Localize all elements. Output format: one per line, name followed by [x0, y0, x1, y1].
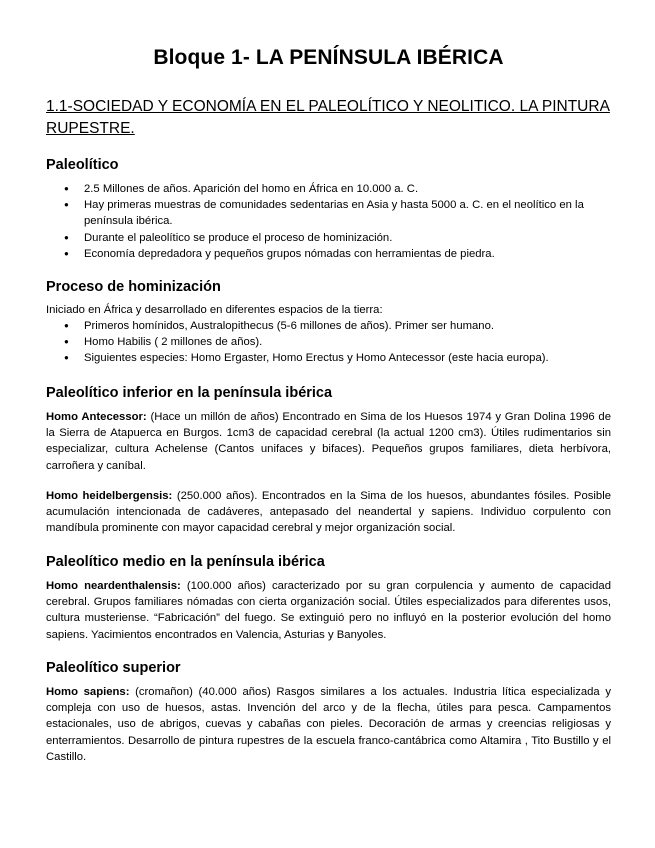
term-homo-heidelbergensis: Homo heidelbergensis: [46, 490, 173, 502]
heading-paleolitico-medio: Paleolítico medio en la península ibérica [46, 554, 325, 570]
term-homo-neardenthalensis: Homo neardenthalensis: [46, 580, 181, 592]
list-item: ● Economía depredadora y pequeños grupos nómadas con herramientas de piedra. [46, 246, 611, 262]
hominizacion-list [46, 318, 611, 367]
paragraph-homo-sapiens [46, 684, 611, 765]
paleolitico-list [46, 181, 611, 262]
text-homo-antecessor: (Hace un millón de años) Encontrado en Sima de los Huesos 1974 y Gran Dolina 1996 de la Sierra de Atapuerca en Burgos. 1cm3 de capacidad cerebral (la actual 1200 cm3). Útiles rudimentarios sin especializar, cultura Achelense (Cantos unifaces y bifaces). Pequeños grupos familiares, dieta herbívora, carroñera y caníbal. [46, 411, 611, 472]
heading-paleolitico-superior: Paleolítico superior [46, 660, 181, 676]
section-heading: 1.1-SOCIEDAD Y ECONOMÍA EN EL PALEOLÍTICO Y NEOLITICO. LA PINTURA RUPESTRE. [46, 98, 610, 137]
hominizacion-intro: Iniciado en África y desarrollado en diferentes espacios de la tierra: [46, 304, 383, 316]
document-title: Bloque 1- LA PENÍNSULA IBÉRICA [153, 46, 504, 69]
text-homo-heidelbergensis: (250.000 años). Encontrados en la Sima de los huesos, abundantes fósiles. Posible acumulación intencionada de cadáveres, antepasado del neandertal y sapiens. Individuo corpulento con mandíbula prominente con mayor capacidad cerebral y mejor organización social. [46, 490, 611, 535]
heading-paleolitico-inferior: Paleolítico inferior en la península ibérica [46, 385, 333, 401]
list-item: ● Siguientes especies: Homo Ergaster, Homo Erectus y Homo Antecessor (este hacia europa). [46, 350, 611, 366]
heading-hominizacion: Proceso de hominización [46, 279, 221, 295]
paragraph-homo-antecessor [46, 409, 611, 474]
list-item: ● 2.5 Millones de años. Aparición del homo en África en 10.000 a. C. [46, 181, 611, 197]
list-item: ● Homo Habilis ( 2 millones de años). [46, 334, 611, 350]
heading-paleolitico: Paleolítico [46, 157, 119, 173]
list-item: ● Primeros homínidos, Australopithecus (5-6 millones de años). Primer ser humano. [46, 318, 611, 334]
term-homo-antecessor: Homo Antecessor: [46, 411, 147, 423]
term-homo-sapiens: Homo sapiens: [46, 686, 130, 698]
list-item: ● Hay primeras muestras de comunidades sedentarias en Asia y hasta 5000 a. C. en el neolítico en la península ibérica. [46, 197, 611, 229]
list-item: ● Durante el paleolítico se produce el proceso de hominización. [46, 230, 611, 246]
paragraph-homo-neardenthalensis [46, 578, 611, 643]
text-homo-sapiens: (cromañon) (40.000 años) Rasgos similares a los actuales. Industria lítica especializada y compleja con uso de huesos, astas. Invención del arco y de la flecha, útiles para pesca. Campamentos estacionales, uso de abrigos, cuevas y cabañas con pieles. Decoración de armas y creencias religiosas y enterramientos. Desarrollo de pintura rupestres de la escuela franco-cantábrica como Altamira , Tito Bustillo y el Castillo. [46, 686, 611, 763]
text-homo-neardenthalensis: (100.000 años) caracterizado por su gran corpulencia y aumento de capacidad cerebral. Grupos familiares nómadas con cierta organización social. Útiles especializados para diferentes usos, cultura musteriense. “Fabricación” del fuego. Se extinguió pero no influyó en la posterior evolución del homo sapiens. Yacimientos encontrados en Valencia, Asturias y Banyoles. [46, 580, 611, 641]
paragraph-homo-heidelbergensis [46, 488, 611, 537]
